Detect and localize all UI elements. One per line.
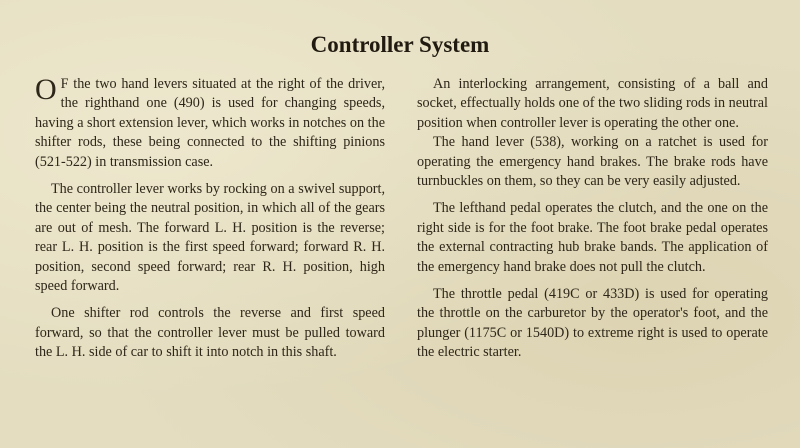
paragraph-text: F the two hand levers situated at the right of the driver, the righthand one (490) is used for changing speeds, having a short extension lever, which works in notches on the shifter rods, these being connected to the shifting pinions (521-522) in transmission case. — [35, 76, 385, 170]
paragraph: The controller lever works by rocking on a swivel support, the center being the neutral position, in which all of the gears are out of mesh. The forward L. H. position is the reverse; rear L. H. position is the first speed forward; forward R. H. position, second speed forward; rear R. H. position, high speed forward. — [35, 181, 385, 295]
page-title: Controller System — [310, 32, 490, 57]
left-column — [35, 75, 385, 363]
paragraph: The lefthand pedal operates the clutch, and the one on the right side is for the foot brake. The foot brake pedal operates the external contracting hub brake bands. The application of the emergency hand brake does not pull the clutch. — [417, 200, 768, 275]
right-column — [417, 75, 768, 363]
paragraph: An interlocking arrangement, consisting of a ball and socket, effectually holds one of the two sliding rods in neutral position when controller lever is operating the other one. — [417, 76, 768, 131]
paragraph: One shifter rod controls the reverse and first speed forward, so that the controller lever must be pulled toward the L. H. side of car to shift it into notch in this shaft. — [35, 305, 385, 361]
drop-cap: O — [35, 73, 57, 106]
paragraph: The throttle pedal (419C or 433D) is used for operating the throttle on the carburetor by the operator's foot, and the plunger (1175C or 1540D) to extreme right is used to operate the electric starter. — [417, 286, 768, 361]
paragraph — [35, 75, 385, 172]
paragraph: The hand lever (538), working on a ratchet is used for operating the emergency hand brakes. The brake rods have turnbuckles on them, so they can be very easily adjusted. — [417, 134, 768, 190]
